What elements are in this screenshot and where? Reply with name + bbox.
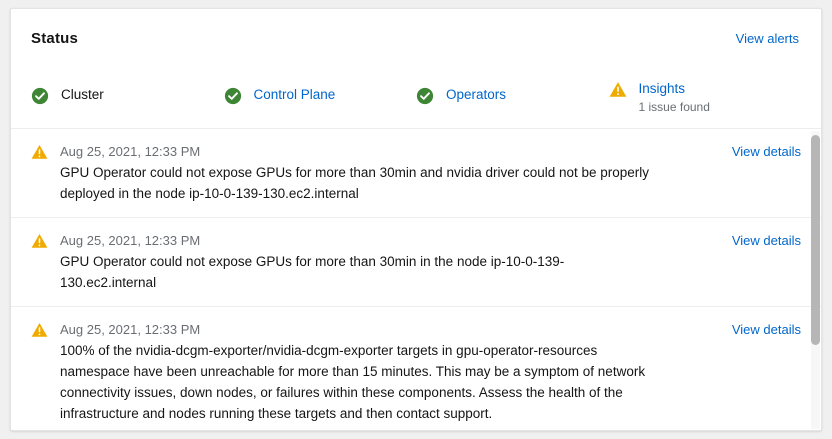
- status-item-label[interactable]: Operators: [446, 86, 507, 102]
- list-item: [11, 307, 821, 430]
- status-item-operators[interactable]: [416, 86, 609, 110]
- alert-body: [60, 142, 721, 204]
- alert-list[interactable]: [11, 129, 821, 430]
- warning-triangle-icon: [609, 81, 627, 103]
- alert-body: [60, 320, 721, 424]
- alert-body: [60, 231, 721, 293]
- status-item-label: Cluster: [61, 86, 104, 102]
- view-details-link[interactable]: View details: [731, 233, 801, 248]
- view-details-link[interactable]: View details: [731, 144, 801, 159]
- alert-timestamp: Aug 25, 2021, 12:33 PM: [60, 144, 201, 159]
- list-item: [11, 129, 821, 218]
- alert-timestamp: Aug 25, 2021, 12:33 PM: [60, 322, 201, 337]
- status-item-insights[interactable]: [609, 80, 802, 115]
- alert-message: 100% of the nvidia-dcgm-exporter/nvidia-dcgm-exporter targets in gpu-operator-resources namespace have been unreachable for more than 15 minutes. This may be a symptom of network connectivity issues, down nodes, or failures within these components. Assess the health of the infrastructure and nodes running these targets and then contact support.: [60, 343, 646, 421]
- view-alerts-link[interactable]: View alerts: [735, 30, 799, 46]
- alert-message: GPU Operator could not expose GPUs for more than 30min and nvidia driver could not be properly deployed in the node ip-10-0-139-130.ec2.internal: [60, 165, 650, 201]
- status-summary-row: [11, 67, 821, 129]
- status-item-sublabel: 1 issue found: [638, 100, 710, 114]
- alert-action: [721, 320, 801, 424]
- view-details-link[interactable]: View details: [731, 322, 801, 337]
- alert-action: [721, 231, 801, 293]
- page-title: Status: [31, 29, 79, 47]
- alert-action: [721, 142, 801, 204]
- status-item-label[interactable]: Insights: [638, 81, 686, 96]
- check-circle-icon: [224, 87, 242, 110]
- status-item-label[interactable]: Control Plane: [253, 86, 336, 102]
- status-card: [10, 8, 822, 431]
- check-circle-icon: [31, 87, 49, 110]
- warning-triangle-icon: [31, 233, 48, 293]
- alert-message: GPU Operator could not expose GPUs for more than 30min in the node ip-10-0-139-130.ec2.internal: [60, 254, 565, 290]
- card-header: [11, 9, 821, 67]
- alert-timestamp: Aug 25, 2021, 12:33 PM: [60, 233, 201, 248]
- warning-triangle-icon: [31, 144, 48, 204]
- list-item: [11, 218, 821, 307]
- status-item-control-plane[interactable]: [224, 86, 417, 110]
- status-item-cluster[interactable]: [31, 86, 224, 110]
- warning-triangle-icon: [31, 322, 48, 424]
- check-circle-icon: [416, 87, 434, 110]
- scrollbar-thumb[interactable]: [811, 135, 820, 345]
